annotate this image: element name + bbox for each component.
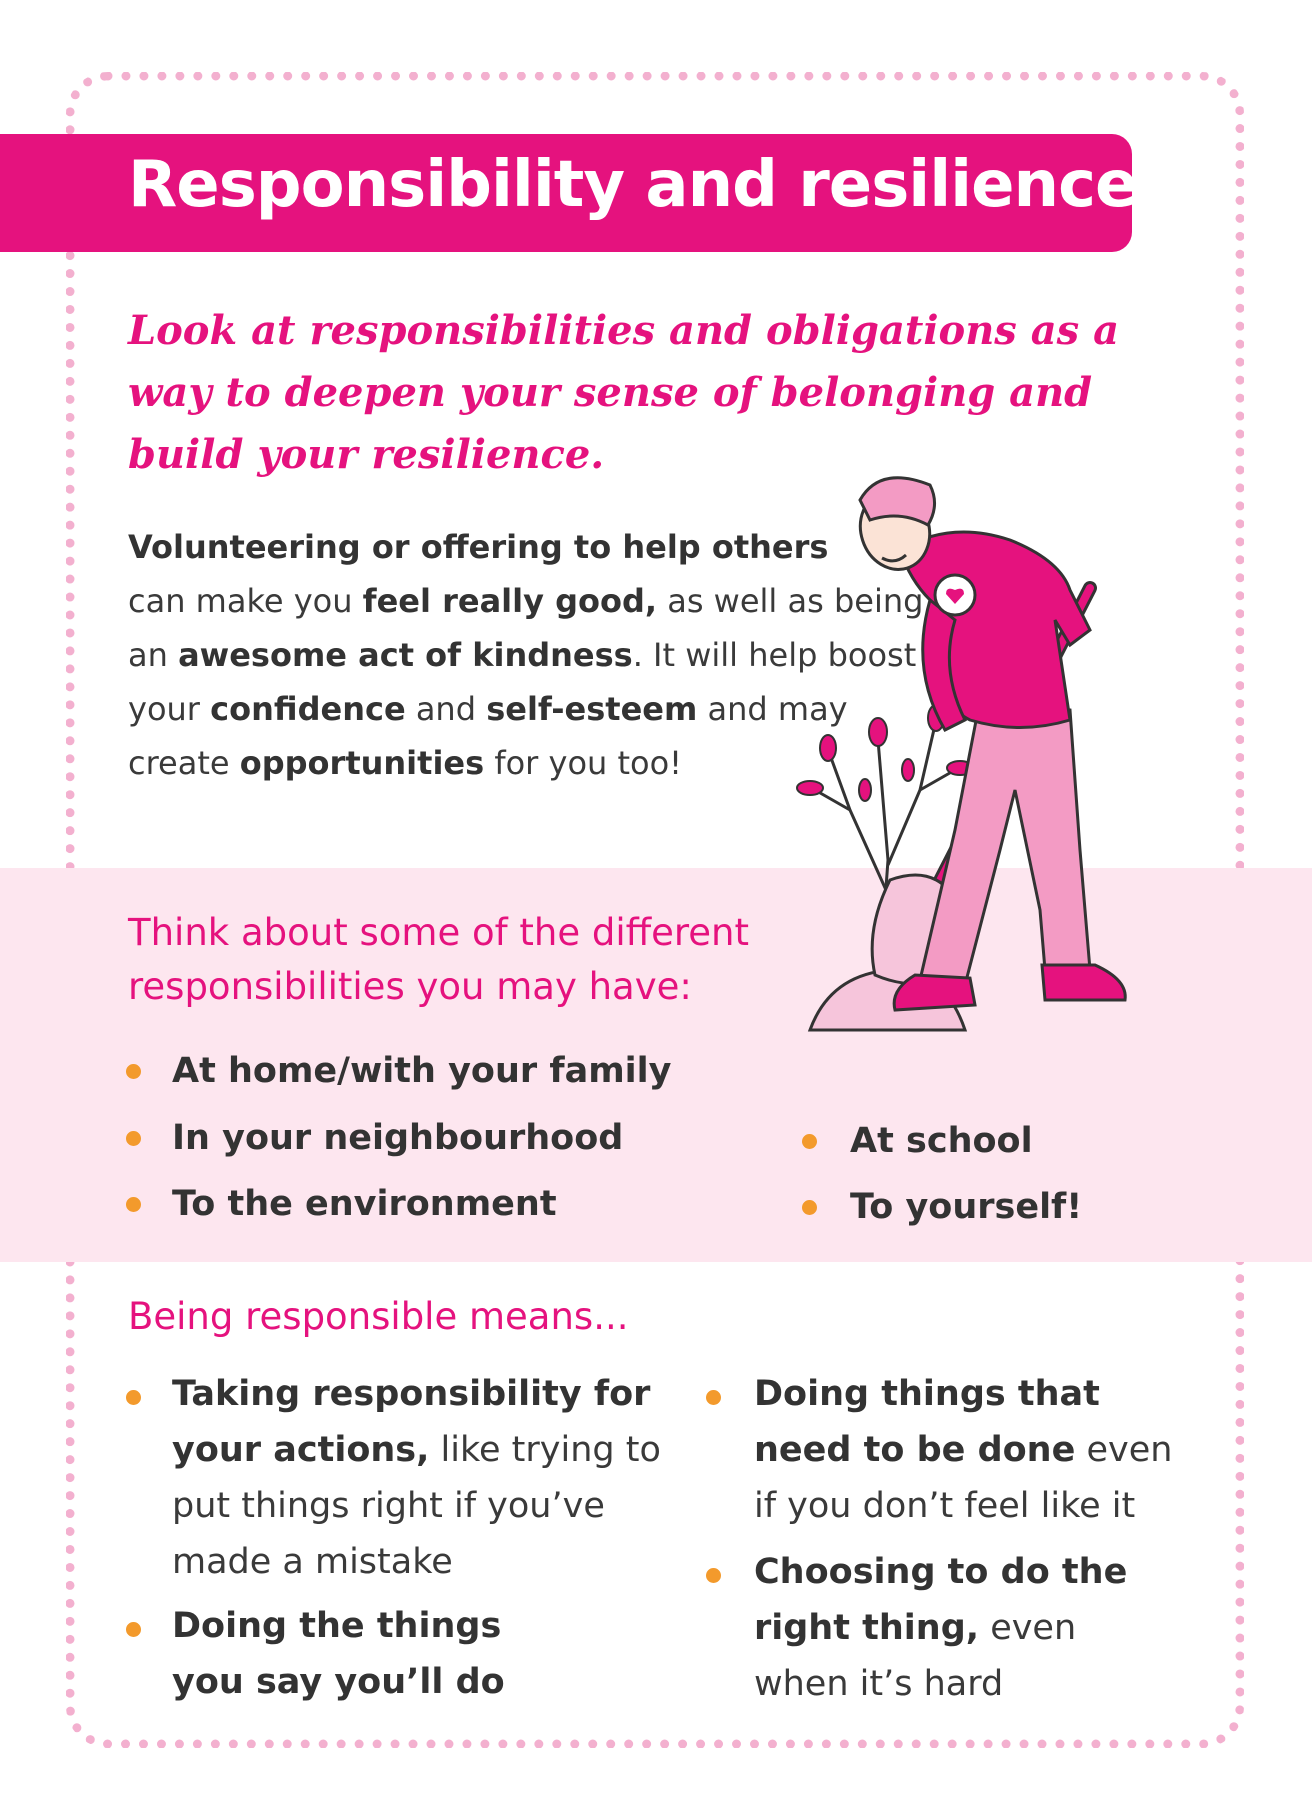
body-text: and may create: [128, 690, 848, 782]
bullet-dot: [126, 1622, 141, 1637]
means-text: even when it’s hard: [754, 1608, 1077, 1704]
emphasis-volunteering: Volunteering or offering to help others: [128, 528, 829, 566]
responsibility-item: To yourself!: [850, 1187, 1083, 1227]
emphasis-opportunities: opportunities: [239, 744, 485, 782]
bullet-dot: [802, 1134, 817, 1149]
body-text: for you too!: [484, 744, 682, 782]
emphasis-self-esteem: self-esteem: [486, 690, 698, 728]
bullet-dot: [126, 1131, 141, 1146]
gardening-illustration: [770, 470, 1270, 1070]
bullet-dot: [706, 1568, 721, 1583]
means-text: like trying to put things right if you’ve made a mistake: [172, 1430, 661, 1582]
means-heading: Being responsible means...: [128, 1295, 629, 1338]
page-title: Responsibility and resilience: [128, 148, 1138, 222]
emphasis-confidence: confidence: [210, 690, 406, 728]
responsibility-item: At home/with your family: [172, 1051, 672, 1091]
means-item: [172, 1598, 532, 1710]
emphasis-feel-good: feel really good,: [362, 582, 658, 620]
intro-text: Look at responsibilities and obligations as a way to deepen your sense of belonging and build your resilience.: [128, 307, 1120, 478]
body-text: can make you: [128, 582, 363, 620]
body-text: as well as being an: [128, 582, 924, 674]
body-text: . It will help boost your: [128, 636, 917, 728]
responsibility-item: In your neighbourhood: [172, 1118, 624, 1158]
responsibility-item: To the environment: [172, 1184, 557, 1224]
bullet-dot: [126, 1064, 141, 1079]
means-item: [754, 1366, 1194, 1534]
think-heading: Think about some of the different responsibilities you may have:: [128, 911, 750, 1008]
body-text: and: [405, 690, 487, 728]
bullet-dot: [126, 1197, 141, 1212]
responsibility-item: At school: [850, 1121, 1033, 1161]
title-banner: [0, 134, 1138, 252]
means-item: [754, 1544, 1154, 1712]
means-text: even if you don’t feel like it: [754, 1430, 1173, 1526]
bullet-dot: [802, 1200, 817, 1215]
means-bold: Doing the things you say you’ll do: [172, 1606, 505, 1702]
means-bold: Choosing to do the right thing,: [754, 1552, 1128, 1648]
bullet-dot: [126, 1390, 141, 1405]
means-bold: Doing things that need to be done: [754, 1374, 1100, 1470]
means-bold: Taking responsibility for your actions,: [172, 1374, 651, 1470]
means-item: [172, 1366, 662, 1590]
bullet-dot: [706, 1390, 721, 1405]
emphasis-kindness: awesome act of kindness: [178, 636, 633, 674]
